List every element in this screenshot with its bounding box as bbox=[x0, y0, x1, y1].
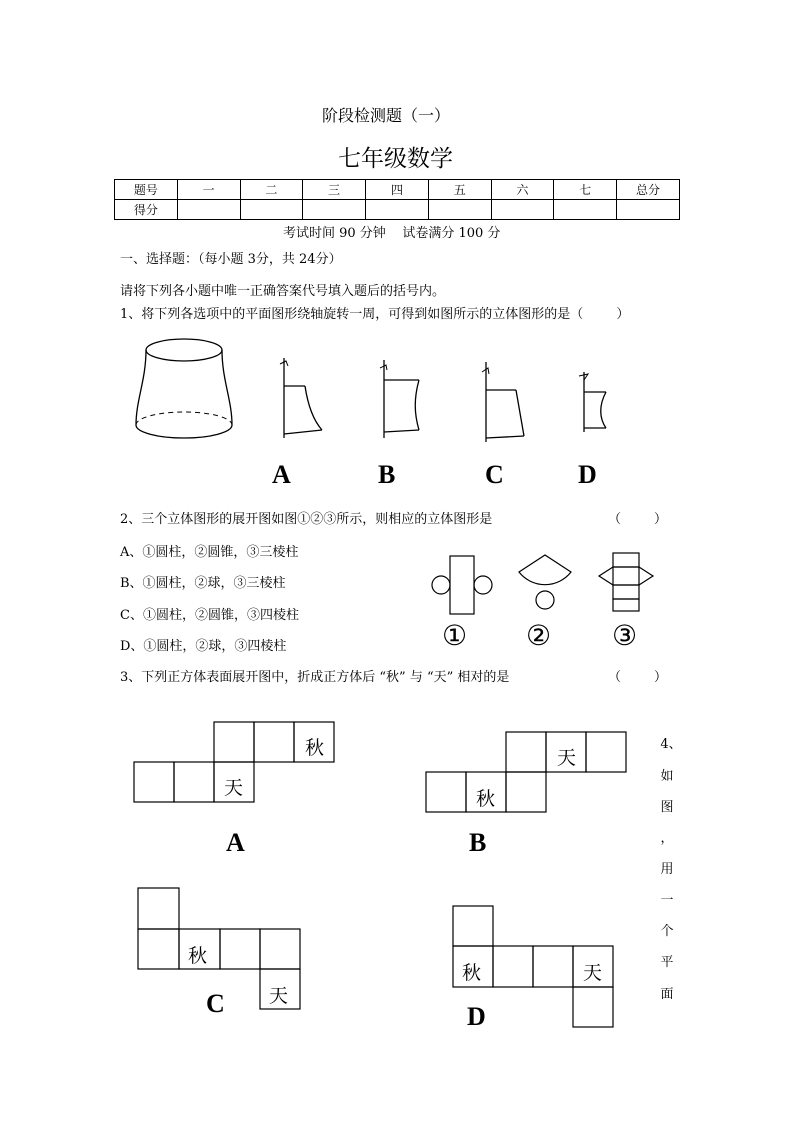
score-header-cell: 六 bbox=[491, 180, 554, 200]
q1-label-d: D bbox=[578, 460, 597, 489]
q1-label-a: A bbox=[272, 460, 291, 489]
score-table-score-row bbox=[115, 200, 680, 220]
score-input-cell[interactable] bbox=[303, 200, 366, 220]
score-header-cell: 四 bbox=[366, 180, 429, 200]
q4-vertical-char: 如 bbox=[660, 769, 674, 784]
exam-info: 考试时间 90 分钟 试卷满分 100 分 bbox=[283, 226, 501, 241]
q2-figure-label-1: ① bbox=[442, 619, 468, 652]
q1-label-b: B bbox=[378, 460, 396, 489]
score-header-cell: 五 bbox=[428, 180, 491, 200]
q3-b-sky-char: 天 bbox=[557, 747, 577, 769]
score-input-cell[interactable] bbox=[177, 200, 240, 220]
q2-net-1-figure bbox=[430, 553, 494, 617]
q3-a-sky-char: 天 bbox=[224, 777, 244, 799]
score-header-cell: 三 bbox=[303, 180, 366, 200]
score-header-cell: 七 bbox=[554, 180, 617, 200]
score-input-cell[interactable] bbox=[617, 200, 680, 220]
q4-vertical-char: 一 bbox=[660, 893, 674, 908]
stage-title: 阶段检测题（一） bbox=[322, 106, 451, 125]
q3-label-c: C bbox=[206, 989, 225, 1018]
q3-label-a: A bbox=[226, 828, 245, 857]
score-input-cell[interactable] bbox=[240, 200, 303, 220]
q4-vertical-char: 个 bbox=[660, 924, 674, 939]
q3-label-b: B bbox=[469, 828, 487, 857]
score-header-cell: 二 bbox=[240, 180, 303, 200]
q2-figure-label-3: ③ bbox=[612, 619, 638, 652]
q2-option-d[interactable]: D、①圆柱，②球，③四棱柱 bbox=[120, 639, 287, 654]
section-heading: 一、选择题：（每小题 3分，共 24分） bbox=[120, 252, 342, 267]
score-header-cell: 总分 bbox=[617, 180, 680, 200]
q2-option-c[interactable]: C、①圆柱，②圆锥，③四棱柱 bbox=[120, 608, 299, 623]
score-table-header-row bbox=[115, 180, 680, 200]
q3-net-b-figure bbox=[425, 731, 630, 815]
q4-vertical-char: 平 bbox=[660, 955, 674, 970]
q1-option-a-figure bbox=[272, 356, 332, 440]
question-2-text: 2、三个立体图形的展开图如图①②③所示，则相应的立体图形是 bbox=[120, 512, 493, 527]
q2-net-2-figure bbox=[514, 550, 578, 614]
question-3-blank[interactable]: （ ） bbox=[608, 670, 668, 685]
q3-b-autumn-char: 秋 bbox=[476, 788, 496, 810]
q3-c-sky-char: 天 bbox=[269, 985, 289, 1007]
q2-option-b[interactable]: B、①圆柱，②球，③三棱柱 bbox=[120, 576, 286, 591]
q1-label-c: C bbox=[485, 460, 504, 489]
q4-vertical-char: ， bbox=[660, 831, 674, 846]
q3-d-autumn-char: 秋 bbox=[462, 962, 482, 984]
q3-a-autumn-char: 秋 bbox=[305, 737, 325, 759]
page-title: 七年级数学 bbox=[338, 146, 453, 172]
q4-vertical-char: 面 bbox=[660, 987, 674, 1002]
section-instruction: 请将下列各小题中唯一正确答案代号填入题后的括号内。 bbox=[120, 284, 446, 299]
question-3-text: 3、下列正方体表面展开图中，折成正方体后 “秋” 与 “天” 相对的是 bbox=[120, 670, 510, 685]
question-1-text: 1、将下列各选项中的平面图形绕轴旋转一周，可得到如图所示的立体图形的是（ ） bbox=[120, 307, 630, 322]
q3-label-d: D bbox=[467, 1002, 486, 1031]
score-row-label: 得分 bbox=[115, 200, 178, 220]
q2-figure-label-2: ② bbox=[526, 619, 552, 652]
score-input-cell[interactable] bbox=[366, 200, 429, 220]
score-input-cell[interactable] bbox=[554, 200, 617, 220]
score-input-cell[interactable] bbox=[491, 200, 554, 220]
q1-option-d-figure bbox=[574, 370, 624, 434]
q4-vertical-char: 图 bbox=[660, 800, 674, 815]
q3-d-sky-char: 天 bbox=[583, 962, 603, 984]
score-header-cell: 一 bbox=[177, 180, 240, 200]
q2-option-a[interactable]: A、①圆柱，②圆锥，③三棱柱 bbox=[120, 545, 299, 560]
q4-vertical-char: 4、 bbox=[660, 737, 682, 752]
score-header-cell: 题号 bbox=[115, 180, 178, 200]
score-input-cell[interactable] bbox=[428, 200, 491, 220]
score-table bbox=[114, 179, 680, 220]
question-2-blank[interactable]: （ ） bbox=[608, 512, 668, 527]
q1-option-c-figure bbox=[474, 360, 534, 444]
q3-c-autumn-char: 秋 bbox=[188, 945, 208, 967]
q4-vertical-char: 用 bbox=[660, 862, 674, 877]
q1-solid-figure bbox=[130, 335, 240, 450]
q1-option-b-figure bbox=[374, 358, 434, 442]
q2-net-3-figure bbox=[596, 550, 660, 614]
